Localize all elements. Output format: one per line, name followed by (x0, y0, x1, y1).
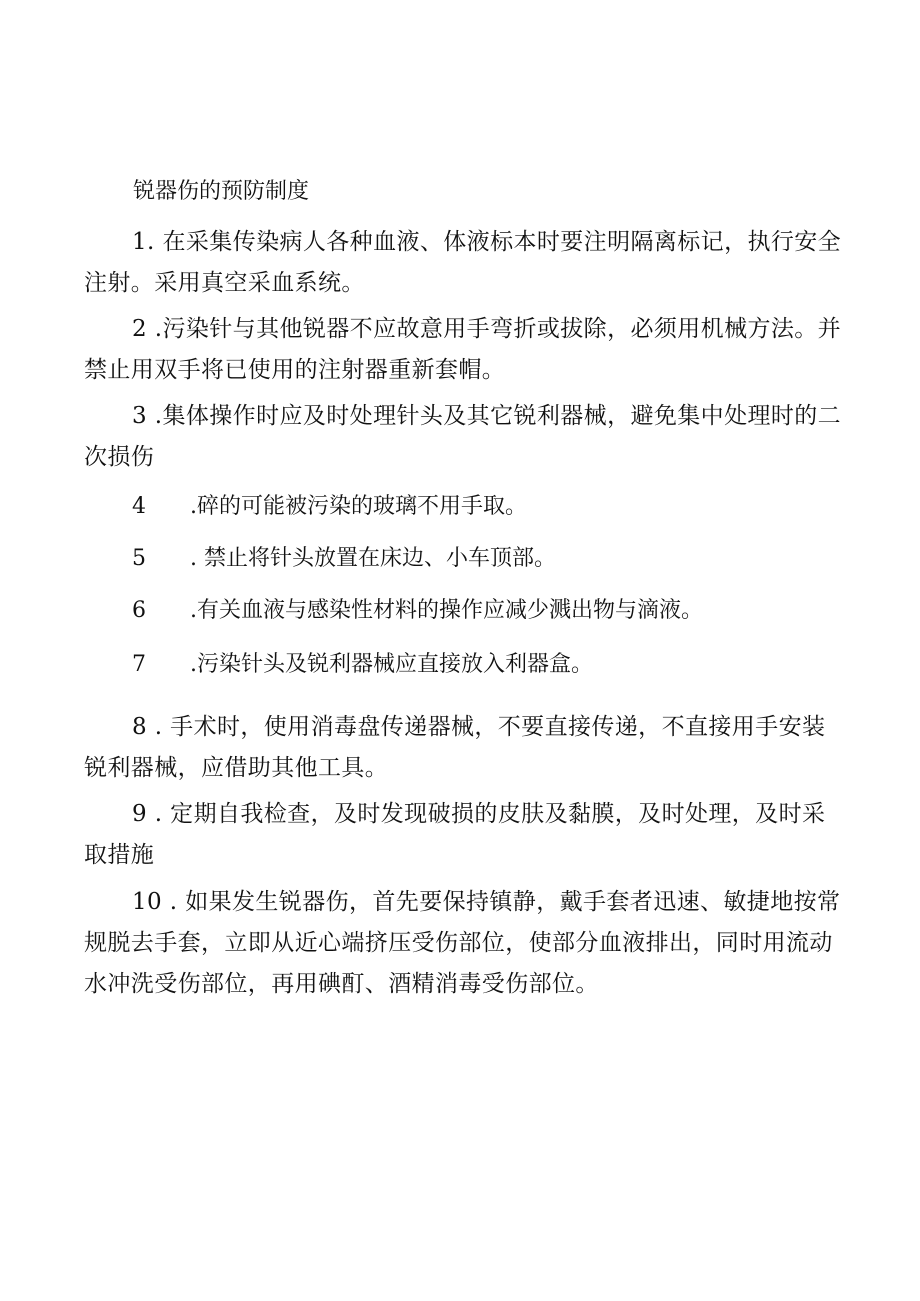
rule-number: 9 (132, 801, 148, 827)
rule-text: . 手术时，使用消毒盘传递器械，不要直接传递，不直接用手安装锐利器械，应借助其他工具。 (84, 714, 826, 781)
rule-number: 7 (132, 652, 146, 677)
rule-text: .集体操作时应及时处理针头及其它锐利器械，避免集中处理时的二次损伤 (84, 403, 842, 470)
rule-number: 4 (132, 494, 146, 519)
rule-item-5 (132, 541, 556, 577)
rule-text: . 在采集传染病人各种血液、体液标本时要注明隔离标记，执行安全注射。采用真空采血系统。 (84, 229, 842, 296)
rule-number: 5 (132, 546, 146, 571)
rule-item-9 (84, 794, 848, 876)
document-title: 锐器伤的预防制度 (133, 179, 310, 204)
rule-item-3 (84, 396, 848, 478)
rule-text: . 定期自我检查，及时发现破损的皮肤及黏膜，及时处理，及时采取措施 (84, 801, 826, 868)
rule-number: 8 (132, 714, 148, 740)
rule-item-8 (84, 707, 848, 789)
rule-text: .污染针头及锐利器械应直接放入利器盒。 (190, 652, 593, 677)
rule-number: 3 (132, 403, 148, 429)
rule-item-1 (84, 222, 848, 304)
rule-number: 10 (132, 889, 163, 915)
rule-text: . 如果发生锐器伤，首先要保持镇静，戴手套者迅速、敏捷地按常规脱去手套，立即从近心端挤压受伤部位，使部分血液排出，同时用流动水冲洗受伤部位，再用碘酊、酒精消毒受伤部位。 (84, 889, 841, 997)
rule-text: .污染针与其他锐器不应故意用手弯折或拔除，必须用机械方法。并禁止用双手将已使用的注射器重新套帽。 (84, 316, 842, 383)
rule-item-7 (132, 647, 593, 683)
rule-text: .碎的可能被污染的玻璃不用手取。 (190, 494, 527, 519)
rule-item-10 (84, 882, 848, 1005)
rule-number: 2 (132, 316, 148, 342)
rule-text: . 禁止将针头放置在床边、小车顶部。 (190, 546, 556, 571)
rule-item-4 (132, 489, 527, 525)
rule-number: 6 (132, 598, 146, 623)
rule-text: .有关血液与感染性材料的操作应减少溅出物与滴液。 (190, 598, 703, 623)
rule-item-2 (84, 309, 848, 391)
rule-item-6 (132, 593, 703, 629)
rule-number: 1 (132, 229, 148, 255)
